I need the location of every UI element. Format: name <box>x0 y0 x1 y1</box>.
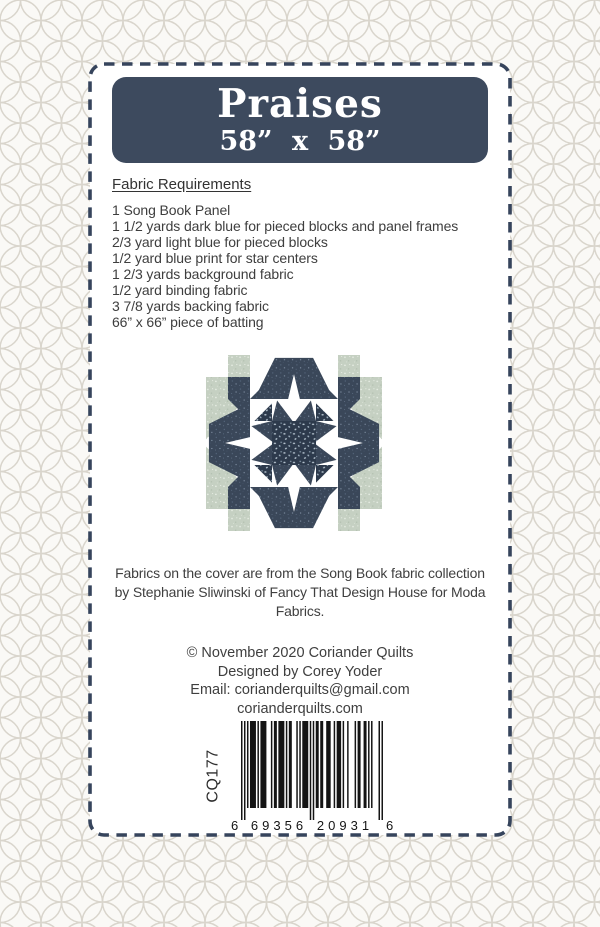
quilt-block-image <box>206 355 382 531</box>
designer-line: Designed by Corey Yoder <box>217 663 383 680</box>
cover-note-line: by Stephanie Sliwinski of Fancy That Design House for Moda <box>114 584 486 600</box>
cover-note-line: Fabrics on the cover are from the Song Book fabric collection <box>115 565 485 581</box>
sku-code: CQ177 <box>205 749 223 803</box>
sku-code-box <box>202 726 226 826</box>
fabric-item: 66” x 66” piece of batting <box>112 314 264 330</box>
barcode-group-right: 20931 <box>316 818 374 833</box>
email-line: Email: corianderquilts@gmail.com <box>190 682 410 698</box>
credits-block <box>88 644 512 718</box>
pattern-back-cover <box>88 62 512 837</box>
cover-note-line: Fabrics. <box>275 603 325 619</box>
fabric-item: 2/3 yard light blue for pieced blocks <box>112 234 328 250</box>
fabric-item: 1 1/2 yards dark blue for pieced blocks and panel frames <box>112 218 459 234</box>
fabric-item: 1 2/3 yards background fabric <box>112 266 294 282</box>
copyright-line: © November 2020 Coriander Quilts <box>186 645 414 661</box>
website-line: corianderquilts.com <box>237 700 363 717</box>
pattern-title-banner <box>112 77 488 163</box>
fabric-item: 1/2 yard binding fabric <box>112 282 248 298</box>
barcode-section <box>88 718 512 834</box>
fabric-item: 3 7/8 yards backing fabric <box>112 298 269 314</box>
cover-fabrics-note <box>88 564 512 621</box>
barcode-group-left: 69356 <box>250 818 308 833</box>
barcode-digit-right: 6 <box>386 818 394 833</box>
fabric-item: 1 Song Book Panel <box>112 202 231 218</box>
upc-barcode <box>226 718 398 834</box>
pattern-title: Praises <box>217 81 383 127</box>
pattern-size: 58” x 58” <box>219 126 381 157</box>
fabric-item: 1/2 yard blue print for star centers <box>112 250 318 266</box>
fabric-requirements-heading: Fabric Requirements <box>112 176 252 193</box>
fabric-requirements-list <box>112 202 512 330</box>
barcode-digit-left: 6 <box>231 818 239 833</box>
